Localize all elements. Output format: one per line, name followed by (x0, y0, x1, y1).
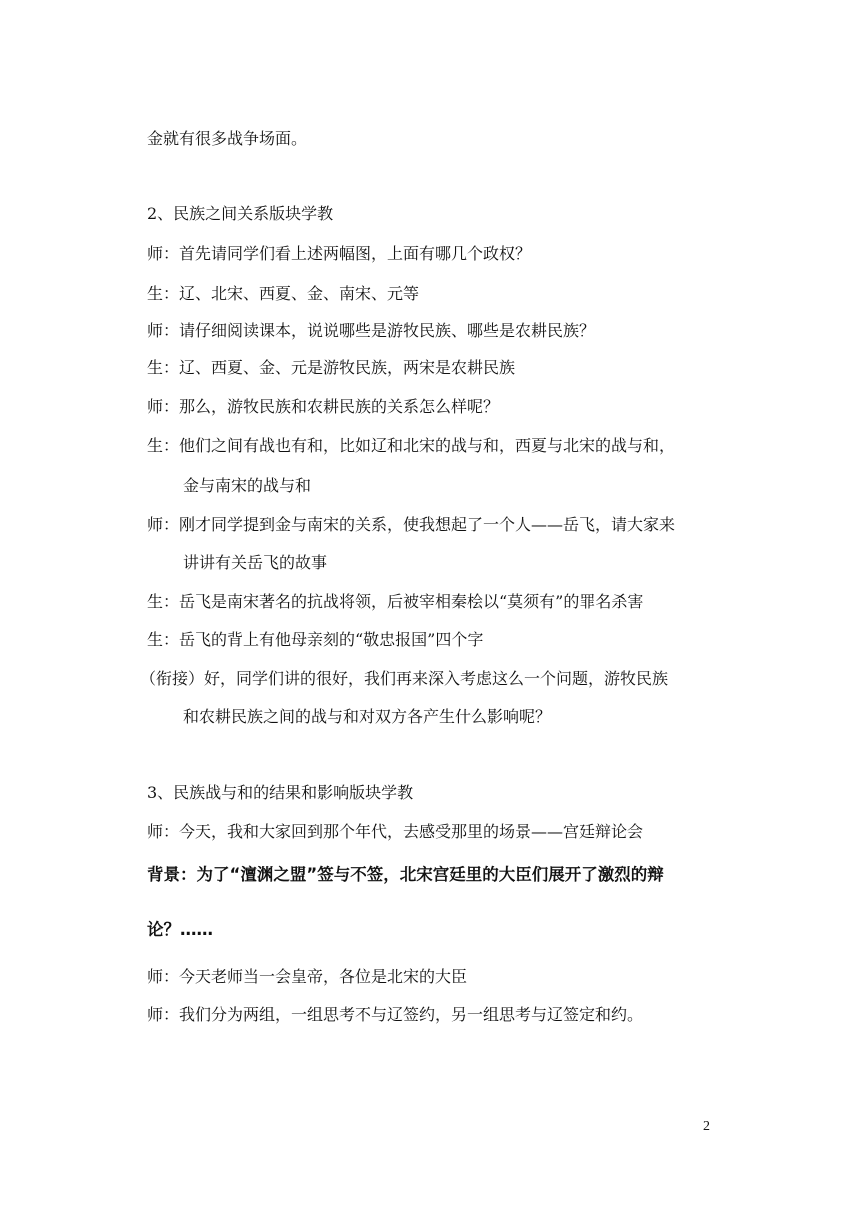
text-line: 生：他们之间有战也有和，比如辽和北宋的战与和，西夏与北宋的战与和， (147, 436, 676, 455)
section-heading: 3、民族战与和的结果和影响版块学教 (147, 783, 414, 802)
section-heading: 2、民族之间关系版块学教 (147, 204, 334, 223)
text-line: 生：岳飞是南宋著名的抗战将领，后被宰相秦桧以“莫须有”的罪名杀害 (147, 592, 644, 611)
text-line: 生：辽、北宋、西夏、金、南宋、元等 (147, 284, 420, 303)
text-line: 师：刚才同学提到金与南宋的关系，使我想起了一个人——岳飞，请大家来 (147, 515, 676, 534)
text-line: 师：那么，游牧民族和农耕民族的关系怎么样呢？ (147, 397, 500, 416)
background-paragraph: 背景：为了“澶渊之盟”签与不签，北宋宫廷里的大臣们展开了激烈的辩 (147, 865, 664, 884)
text-line: 师：请仔细阅读课本，说说哪些是游牧民族、哪些是农耕民族？ (147, 321, 596, 340)
text-line-continuation: 讲讲有关岳飞的故事 (183, 553, 328, 572)
text-line: （衔接）好，同学们讲的很好，我们再来深入考虑这么一个问题，游牧民族 (140, 669, 669, 688)
text-line: 金就有很多战争场面。 (147, 129, 308, 148)
page-number: 2 (703, 1119, 710, 1134)
text-line: 生：岳飞的背上有他母亲刻的“敬忠报国”四个字 (147, 630, 484, 649)
text-line: 师：首先请同学们看上述两幅图，上面有哪几个政权？ (147, 244, 532, 263)
text-line-continuation: 金与南宋的战与和 (183, 476, 312, 495)
text-line: 师：今天，我和大家回到那个年代，去感受那里的场景——宫廷辩论会 (147, 822, 644, 841)
text-line-continuation: 和农耕民族之间的战与和对双方各产生什么影响呢？ (183, 707, 552, 726)
text-line: 师：我们分为两组，一组思考不与辽签约，另一组思考与辽签定和约。 (147, 1005, 644, 1024)
background-paragraph-continuation: 论？…… (147, 920, 213, 939)
text-line: 生：辽、西夏、金、元是游牧民族，两宋是农耕民族 (147, 358, 516, 377)
text-line: 师：今天老师当一会皇帝，各位是北宋的大臣 (147, 967, 468, 986)
